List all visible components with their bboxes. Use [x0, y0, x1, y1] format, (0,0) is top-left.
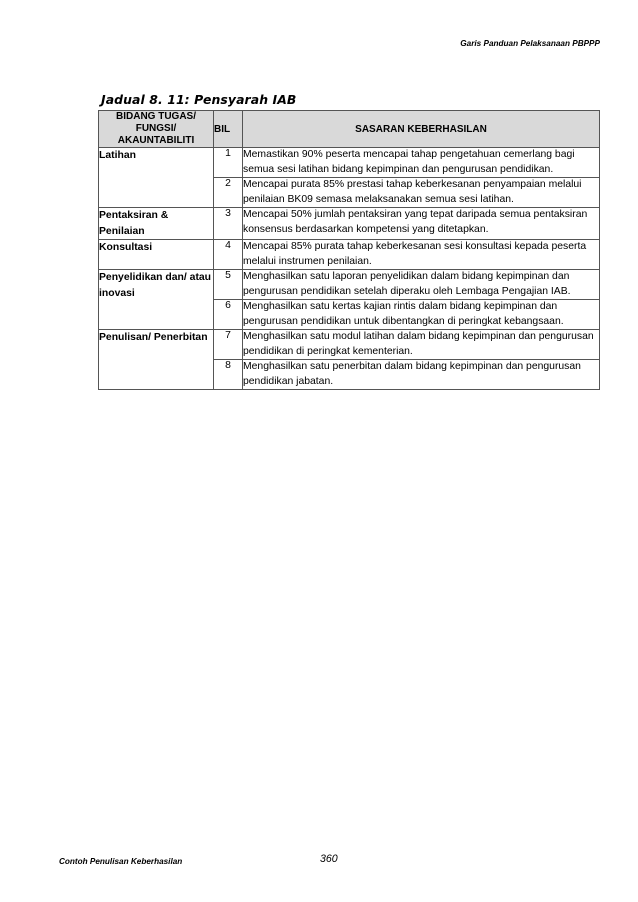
col-header-target: SASARAN KEBERHASILAN: [243, 111, 600, 148]
table-row: [99, 208, 600, 240]
bil-cell: 1: [214, 148, 243, 178]
target-table: [98, 110, 600, 390]
table-header-row: [99, 111, 600, 148]
table-row: [99, 330, 600, 360]
target-cell: Mencapai 50% jumlah pentaksiran yang tepat daripada semua pentaksiran konsensus berdasarkan kompetensi yang ditetapkan.: [243, 208, 600, 240]
function-cell: Latihan: [99, 148, 214, 208]
page-number: 360: [320, 853, 338, 865]
table-caption: Jadual 8. 11: Pensyarah IAB: [101, 92, 297, 107]
table-row: [99, 240, 600, 270]
target-cell: Mencapai purata 85% prestasi tahap keberkesanan penyampaian melalui penilaian BK09 semasa melaksanakan semua sesi latihan.: [243, 178, 600, 208]
bil-cell: 6: [214, 300, 243, 330]
target-cell: Mencapai 85% purata tahap keberkesanan sesi konsultasi kepada peserta melalui instrumen penilaian.: [243, 240, 600, 270]
bil-cell: 3: [214, 208, 243, 240]
bil-cell: 8: [214, 360, 243, 390]
target-cell: Menghasilkan satu modul latihan dalam bidang kepimpinan dan pengurusan pendidikan di peringkat kementerian.: [243, 330, 600, 360]
function-cell: Pentaksiran & Penilaian: [99, 208, 214, 240]
bil-cell: 7: [214, 330, 243, 360]
function-cell: Konsultasi: [99, 240, 214, 270]
target-cell: Menghasilkan satu laporan penyelidikan dalam bidang kepimpinan dan pengurusan pendidikan setelah diperaku oleh Lembaga Pengajian IAB.: [243, 270, 600, 300]
table-row: [99, 270, 600, 300]
footer-section-title: Contoh Penulisan Keberhasilan: [59, 857, 183, 866]
target-cell: Memastikan 90% peserta mencapai tahap pengetahuan cemerlang bagi semua sesi latihan bidang kepimpinan dan pengurusan pendidikan.: [243, 148, 600, 178]
bil-cell: 5: [214, 270, 243, 300]
col-header-function: BIDANG TUGAS/ FUNGSI/ AKAUNTABILITI: [99, 111, 214, 148]
target-cell: Menghasilkan satu kertas kajian rintis dalam bidang kepimpinan dan pengurusan pendidikan untuk dibentangkan di peringkat kebangsaan.: [243, 300, 600, 330]
target-cell: Menghasilkan satu penerbitan dalam bidang kepimpinan dan pengurusan pendidikan jabatan.: [243, 360, 600, 390]
function-cell: Penulisan/ Penerbitan: [99, 330, 214, 390]
table-row: [99, 148, 600, 178]
running-header: Garis Panduan Pelaksanaan PBPPP: [460, 39, 600, 48]
bil-cell: 2: [214, 178, 243, 208]
col-header-bil: BIL: [214, 111, 243, 148]
function-cell: Penyelidikan dan/ atau inovasi: [99, 270, 214, 330]
bil-cell: 4: [214, 240, 243, 270]
